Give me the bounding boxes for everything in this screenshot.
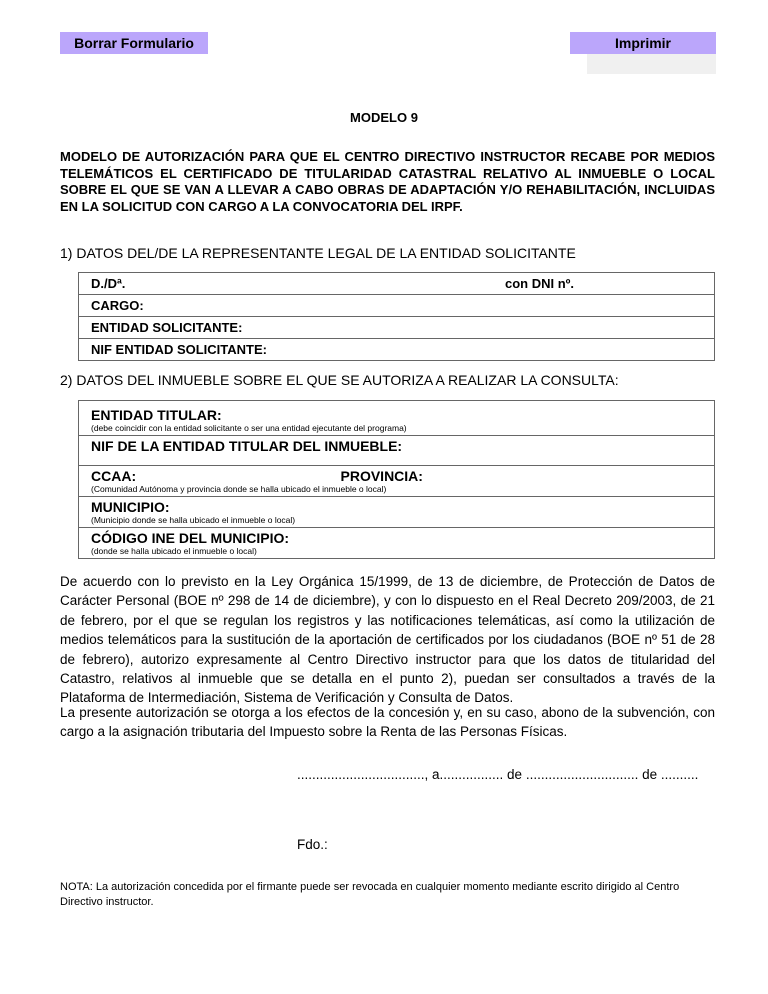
municipality-field[interactable] (79, 497, 715, 528)
owner-entity-note: (debe coincidir con la entidad solicitante o ser una entidad ejecutante del programa) (91, 423, 407, 433)
ccaa-label: CCAA: (91, 468, 137, 484)
name-field[interactable] (79, 273, 715, 295)
municipality-label: MUNICIPIO: (91, 499, 170, 515)
document-title: MODELO DE AUTORIZACIÓN PARA QUE EL CENTRO DIRECTIVO INSTRUCTOR RECABE POR MEDIOS TELEMÁTICOS EL CERTIFICADO DE TITULARIDAD CATASTRAL RELATIVO AL INMUEBLE O LOCAL SOBRE EL QUE SE VAN A LLEVAR A CABO OBRAS DE ADAPTACIÓN Y/O REHABILITACIÓN, INCLUIDAS EN LA SOLICITUD CON CARGO A LA CONVOCATORIA DEL IRPF. (60, 149, 715, 214)
signature-label: Fdo.: (297, 837, 328, 852)
cargo-field[interactable]: CARGO: (79, 295, 715, 317)
entity-field[interactable]: ENTIDAD SOLICITANTE: (79, 317, 715, 339)
municipality-note: (Municipio donde se halla ubicado el inmueble o local) (91, 515, 296, 525)
print-area-placeholder (587, 54, 716, 74)
owner-nif-label: NIF DE LA ENTIDAD TITULAR DEL INMUEBLE: (91, 438, 403, 454)
name-label: D./Dª. (91, 276, 126, 291)
note: NOTA: La autorización concedida por el firmante puede ser revocada en cualquier momento mediante escrito dirigido al Centro Directivo instructor. (60, 881, 680, 908)
ine-code-field[interactable] (79, 528, 715, 559)
ine-code-label: CÓDIGO INE DEL MUNICIPIO: (91, 530, 290, 546)
purpose-paragraph: La presente autorización se otorga a los efectos de la concesión y, en su caso, abono de la subvención, con cargo a la asignación tributaria del Impuesto sobre la Renta de las Personas Físicas. (60, 705, 715, 740)
date-line[interactable]: .................................., a................. de .............................. de .......... (297, 767, 699, 782)
region-note: (Comunidad Autónoma y provincia donde se halla ubicado el inmueble o local) (91, 484, 387, 494)
entity-nif-field[interactable]: NIF ENTIDAD SOLICITANTE: (79, 339, 715, 361)
property-table (78, 400, 715, 559)
representative-table (78, 272, 715, 361)
print-button[interactable]: Imprimir (570, 32, 716, 54)
province-label: PROVINCIA: (340, 468, 423, 484)
ine-code-note: (donde se halla ubicado el inmueble o local) (91, 546, 257, 556)
owner-entity-label: ENTIDAD TITULAR: (91, 407, 222, 423)
region-field[interactable] (79, 466, 715, 497)
dni-label: con DNI nº. (504, 276, 574, 291)
clear-form-button[interactable]: Borrar Formulario (60, 32, 208, 54)
owner-entity-field[interactable] (79, 401, 715, 436)
section2-heading: 2) DATOS DEL INMUEBLE SOBRE EL QUE SE AUTORIZA A REALIZAR LA CONSULTA: (60, 372, 619, 388)
owner-nif-field[interactable] (79, 436, 715, 466)
section1-heading: 1) DATOS DEL/DE LA REPRESENTANTE LEGAL DE LA ENTIDAD SOLICITANTE (60, 245, 576, 261)
authorization-paragraph: De acuerdo con lo previsto en la Ley Orgánica 15/1999, de 13 de diciembre, de Protección de Datos de Carácter Personal (BOE nº 298 de 14 de diciembre), y con lo dispuesto en el Real Decreto 209/2003, de 21 de febrero, por el que se regulan los registros y las notificaciones telemáticas, así como la utilización de medios telemáticos para la sustitución de la aportación de certificados por los ciudadanos (BOE nº 51 de 28 de febrero), autorizo expresamente al Centro Directivo instructor para que los datos de titularidad del Catastro, relativos al inmueble que se detalla en el punto 2), puedan ser consultados a través de la Plataforma de Intermediación, Sistema de Verificación y Consulta de Datos. (60, 574, 715, 706)
model-number: MODELO 9 (350, 110, 418, 125)
